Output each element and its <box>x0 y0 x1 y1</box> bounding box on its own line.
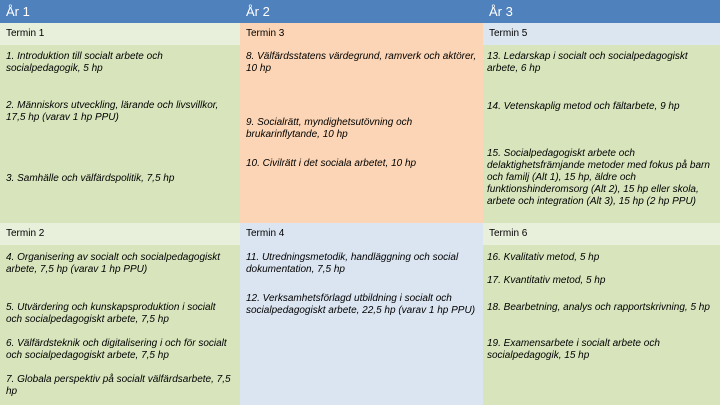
term-1-header: Termin 1 <box>0 23 240 45</box>
course-3: 3. Samhälle och välfärdspolitik, 7,5 hp <box>6 173 175 184</box>
course-9: 9. Socialrätt, myndighetsutövning och brukarinflytande, 10 hp <box>246 117 413 140</box>
course-13: 13. Ledarskap i socialt och socialpedagogiskt arbete, 6 hp <box>487 51 688 74</box>
term-6-header: Termin 6 <box>483 223 720 245</box>
course-17: 17. Kvantitativ metod, 5 hp <box>487 275 606 286</box>
year-2-column <box>240 23 483 405</box>
course-14: 14. Vetenskaplig metod och fältarbete, 9 hp <box>487 101 680 112</box>
course-6: 6. Välfärdsteknik och digitalisering i och för socialt och socialpedagogiskt arbete, 7,5 hp <box>6 338 227 361</box>
course-12: 12. Verksamhetsförlagd utbildning i socialt och socialpedagogiskt arbete, 22,5 hp (varav 1 hp PPU) <box>246 293 476 316</box>
course-18: 18. Bearbetning, analys och rapportskrivning, 5 hp <box>487 302 710 313</box>
year-3-heading: År 3 <box>489 4 513 19</box>
course-11: 11. Utredningsmetodik, handläggning och social dokumentation, 7,5 hp <box>246 252 459 275</box>
course-1: 1. Introduktion till socialt arbete och socialpedagogik, 5 hp <box>6 51 163 74</box>
course-7: 7. Globala perspektiv på socialt välfärdsarbete, 7,5 hp <box>6 374 231 397</box>
year-header-row <box>0 0 720 23</box>
course-8: 8. Välfärdsstatens värdegrund, ramverk och aktörer, 10 hp <box>246 51 477 74</box>
year-2-heading: År 2 <box>246 4 270 19</box>
course-5: 5. Utvärdering och kunskapsproduktion i socialt och socialpedagogiskt arbete, 7,5 hp <box>6 302 216 325</box>
year-3-column <box>483 23 720 405</box>
course-10: 10. Civilrätt i det sociala arbetet, 10 hp <box>246 158 417 169</box>
term-3-header: Termin 3 <box>240 23 483 45</box>
term-4-header: Termin 4 <box>240 223 483 245</box>
course-15: 15. Socialpedagogiskt arbete och delaktighetsfrämjande metoder med fokus på barn och familj (Alt 1), 15 hp, äldre och funktionshinderomsorg (Alt 2), 15 hp eller skola, arbete och integration (Alt 3), 15 hp (2 hp PPU) <box>487 148 710 207</box>
course-16: 16. Kvalitativ metod, 5 hp <box>487 252 600 263</box>
term-5-header: Termin 5 <box>483 23 720 45</box>
term-2-header: Termin 2 <box>0 223 240 245</box>
course-2: 2. Människors utveckling, lärande och livsvillkor, 17,5 hp (varav 1 hp PPU) <box>6 100 219 123</box>
course-19: 19. Examensarbete i socialt arbete och socialpedagogik, 15 hp <box>487 338 660 361</box>
course-4: 4. Organisering av socialt och socialpedagogiskt arbete, 7,5 hp (varav 1 hp PPU) <box>6 252 221 275</box>
year-1-heading: År 1 <box>6 4 30 19</box>
year-1-column <box>0 23 240 405</box>
